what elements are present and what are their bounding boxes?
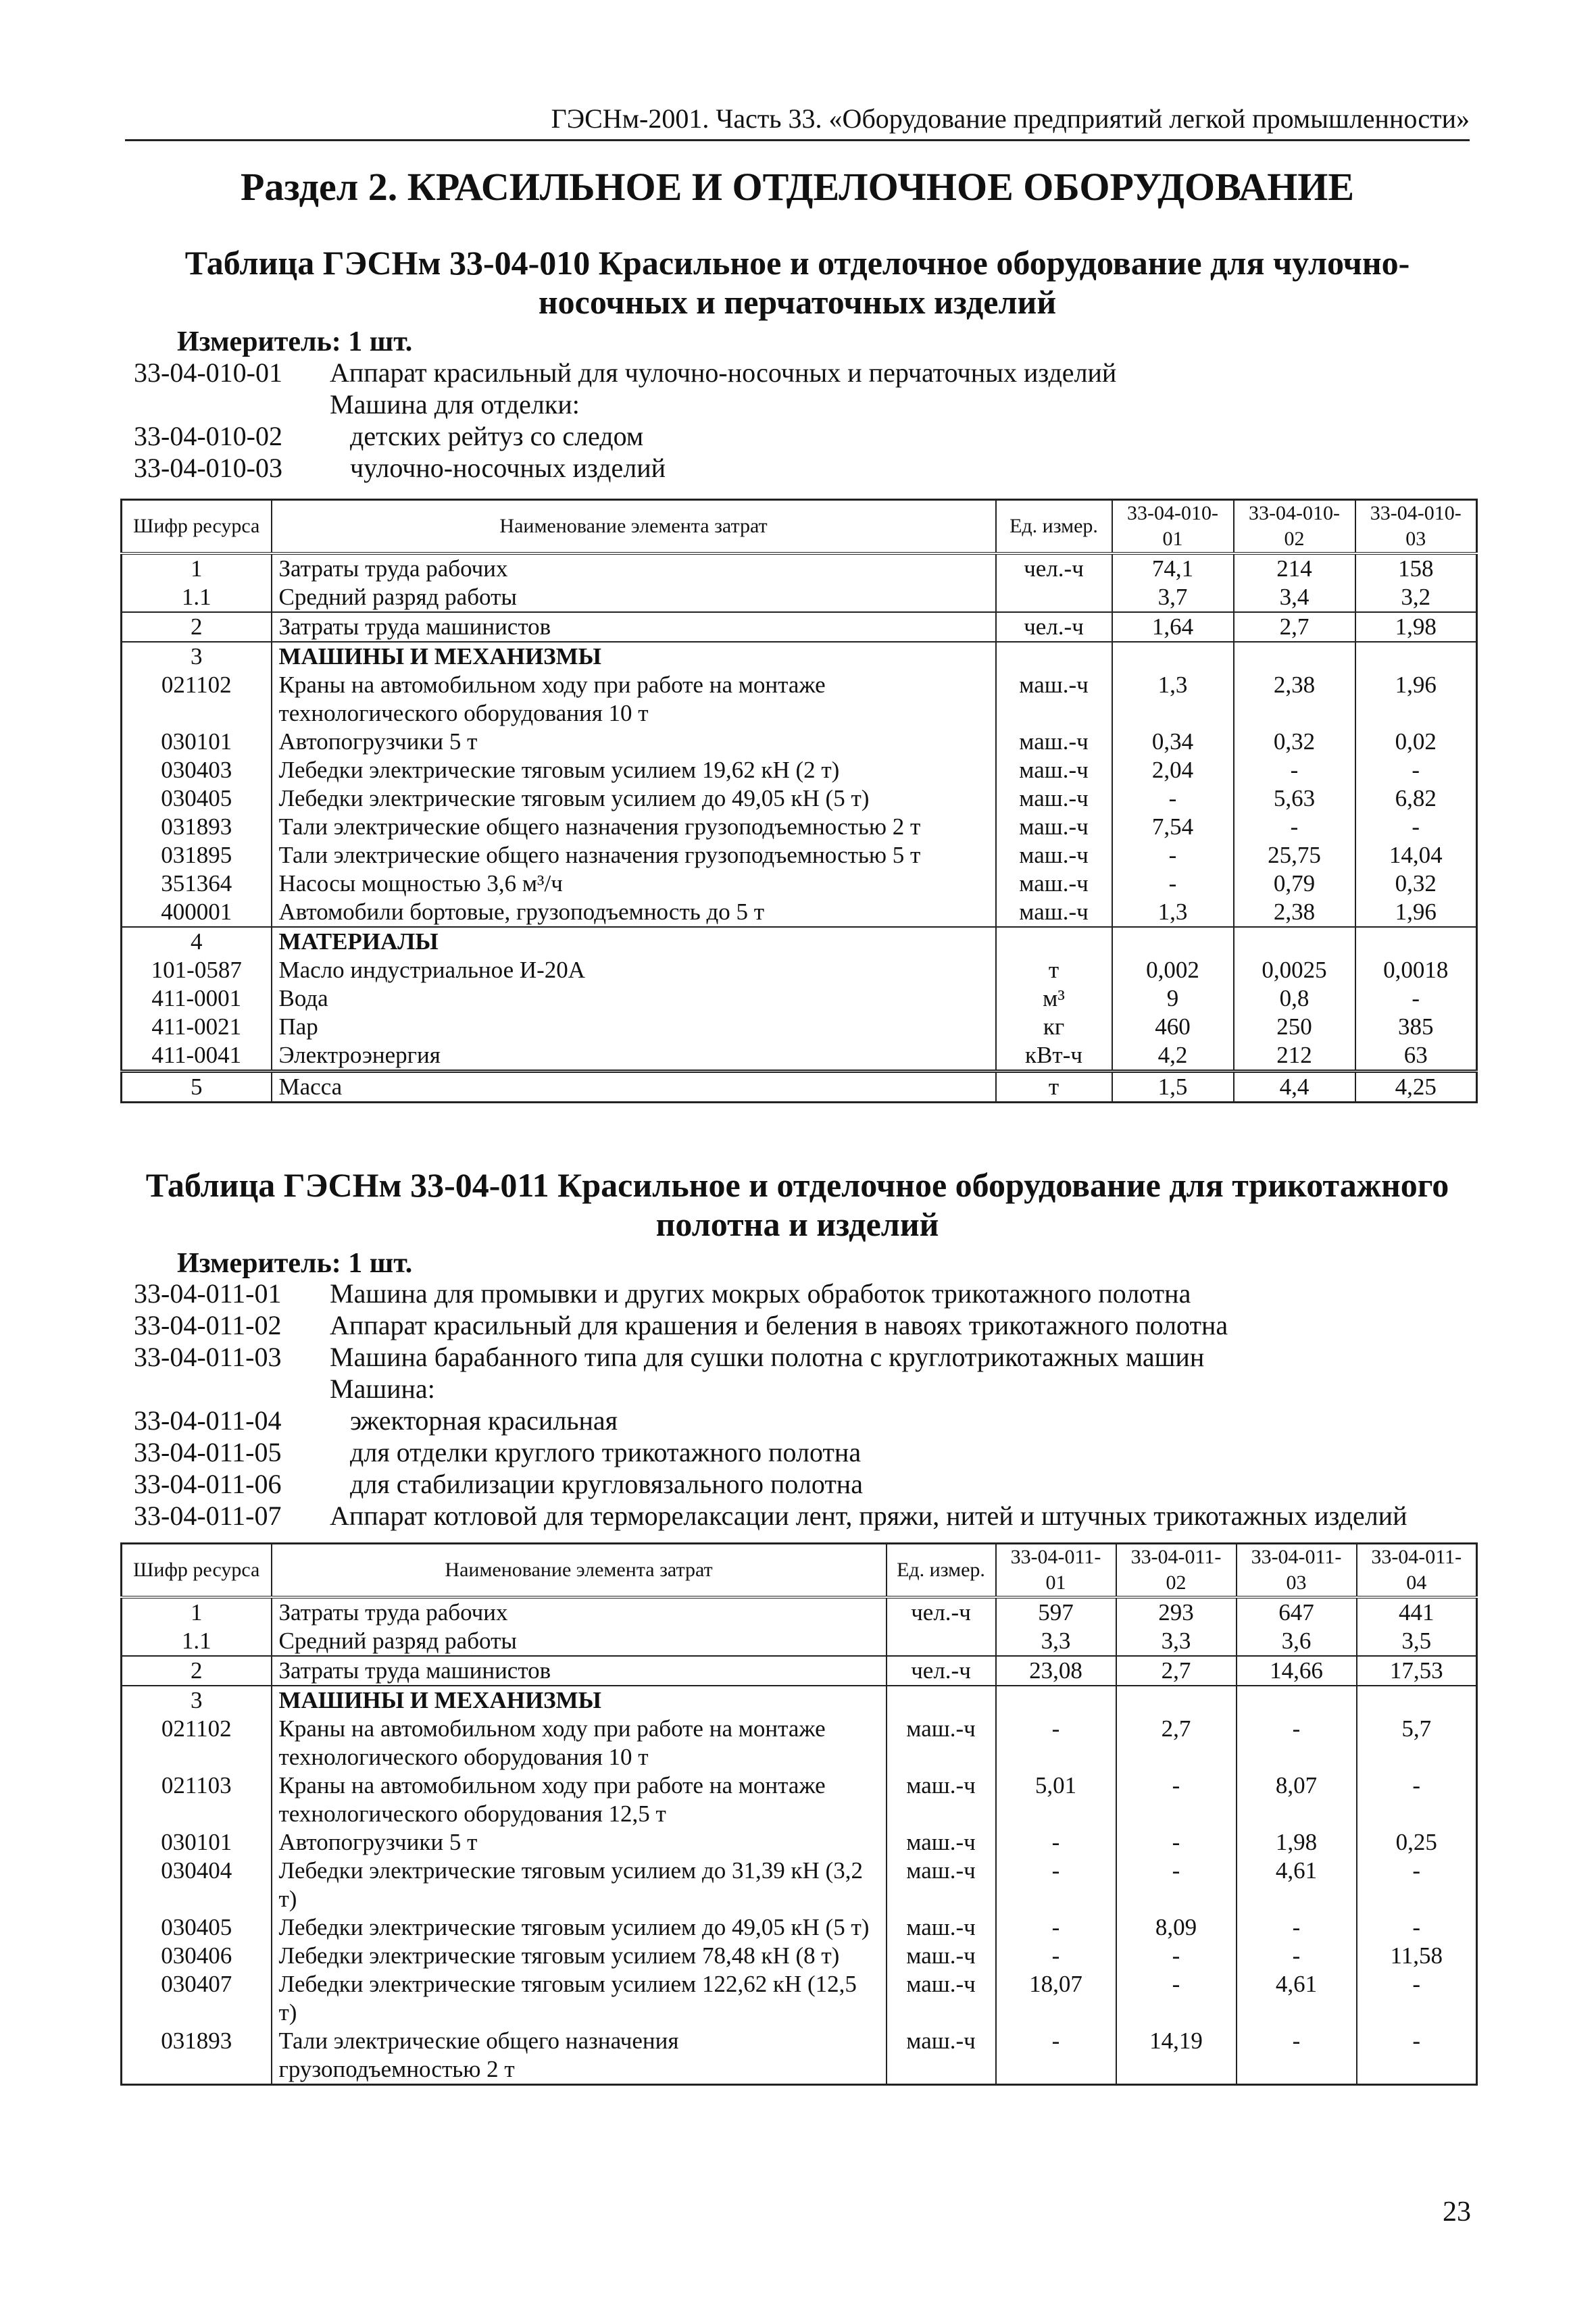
row-unit: маш.-ч — [996, 671, 1112, 728]
row-code: 030406 — [122, 1942, 272, 1970]
row-value: 4,61 — [1237, 1970, 1357, 2027]
row-value: - — [1355, 756, 1477, 784]
row-value: 4,2 — [1112, 1041, 1234, 1072]
row-value: 441 — [1357, 1597, 1477, 1627]
row-value: - — [1112, 841, 1234, 870]
row-value — [1112, 642, 1234, 671]
table2-title — [125, 1165, 1470, 1244]
row-unit — [996, 642, 1112, 671]
item-description: Аппарат котловой для терморелаксации лент, пряжи, нитей и штучных трикотажных изделий — [330, 1501, 1407, 1531]
row-value: 3,2 — [1355, 583, 1477, 612]
row-unit: маш.-ч — [996, 870, 1112, 898]
row-value — [1237, 1686, 1357, 1715]
row-name: Краны на автомобильном ходу при работе на монтаже технологического оборудования 10 т — [272, 1715, 887, 1771]
item-description: детских рейтуз со следом — [350, 421, 644, 451]
row-code: 411-0001 — [122, 984, 272, 1013]
row-code: 031893 — [122, 813, 272, 841]
row-value: 11,58 — [1357, 1942, 1477, 1970]
row-value — [996, 1686, 1116, 1715]
row-value: 3,4 — [1234, 583, 1355, 612]
row-value: 17,53 — [1357, 1656, 1477, 1686]
row-name: Автопогрузчики 5 т — [272, 728, 996, 756]
header-col3: 33-04-011-03 — [1237, 1544, 1357, 1598]
row-value: 293 — [1116, 1597, 1237, 1627]
table-row — [122, 1072, 1477, 1103]
row-name: Краны на автомобильном ходу при работе на монтаже технологического оборудования 10 т — [272, 671, 996, 728]
item-code: 33-04-010-03 — [134, 453, 282, 483]
row-name: Затраты труда рабочих — [272, 553, 996, 583]
table-row — [122, 1597, 1477, 1627]
row-value — [1234, 927, 1355, 956]
row-unit — [887, 1627, 996, 1656]
row-value: 0,002 — [1112, 956, 1234, 984]
table-row — [122, 1970, 1477, 2027]
row-value: 23,08 — [996, 1656, 1116, 1686]
table-row — [122, 1656, 1477, 1686]
item-code: 33-04-011-01 — [134, 1278, 282, 1309]
row-value: - — [1357, 1771, 1477, 1828]
row-name: Затраты труда машинистов — [272, 1656, 887, 1686]
row-value: 1,96 — [1355, 898, 1477, 927]
item-description: Машина: — [330, 1374, 435, 1404]
row-value: - — [1237, 2027, 1357, 2085]
row-value: 1,64 — [1112, 612, 1234, 642]
row-value: 0,8 — [1234, 984, 1355, 1013]
table-row — [122, 612, 1477, 642]
row-value: 5,7 — [1357, 1715, 1477, 1771]
row-name: Лебедки электрические тяговым усилием 78,48 кН (8 т) — [272, 1942, 887, 1970]
row-name: МАТЕРИАЛЫ — [272, 927, 996, 956]
table-row — [122, 642, 1477, 671]
row-code: 031895 — [122, 841, 272, 870]
row-unit: маш.-ч — [887, 1857, 996, 1913]
row-value: 250 — [1234, 1013, 1355, 1041]
row-value: 9 — [1112, 984, 1234, 1013]
item-description: Машина барабанного типа для сушки полотна с круглотрикотажных машин — [330, 1342, 1205, 1372]
table1-title-line1: Таблица ГЭСНм 33-04-010 Красильное и отделочное оборудование для чулочно- — [184, 244, 1410, 282]
row-value: 2,7 — [1116, 1715, 1237, 1771]
row-unit: маш.-ч — [887, 1942, 996, 1970]
row-value: 158 — [1355, 553, 1477, 583]
table2-header-row — [122, 1544, 1477, 1598]
table2-title-line1: Таблица ГЭСНм 33-04-011 Красильное и отделочное оборудование для трикотажного — [145, 1166, 1449, 1204]
table-row — [122, 1686, 1477, 1715]
table1-resources — [120, 499, 1478, 1103]
row-name: Средний разряд работы — [272, 583, 996, 612]
row-value: 6,82 — [1355, 784, 1477, 813]
row-code: 1 — [122, 1597, 272, 1627]
item-code: 33-04-011-05 — [134, 1437, 282, 1467]
item-code: 33-04-011-03 — [134, 1342, 282, 1372]
row-code: 400001 — [122, 898, 272, 927]
row-value: 0,79 — [1234, 870, 1355, 898]
row-code: 4 — [122, 927, 272, 956]
row-name: Лебедки электрические тяговым усилием 122,62 кН (12,5 т) — [272, 1970, 887, 2027]
header-col2: 33-04-010-02 — [1234, 500, 1355, 554]
row-value: - — [1234, 813, 1355, 841]
row-code: 030101 — [122, 1828, 272, 1857]
row-value: - — [1112, 784, 1234, 813]
page-number: 23 — [1443, 2196, 1471, 2228]
row-unit — [996, 927, 1112, 956]
row-value: 14,19 — [1116, 2027, 1237, 2085]
row-value: - — [1237, 1942, 1357, 1970]
item-code: 33-04-010-01 — [134, 357, 282, 388]
table1-title — [125, 243, 1470, 322]
row-name: Лебедки электрические тяговым усилием до 31,39 кН (3,2 т) — [272, 1857, 887, 1913]
row-value: 597 — [996, 1597, 1116, 1627]
row-value: - — [1357, 2027, 1477, 2085]
row-value: - — [996, 1715, 1116, 1771]
item-code: 33-04-011-06 — [134, 1469, 282, 1499]
item-description: для стабилизации кругловязального полотна — [350, 1469, 863, 1499]
header-name: Наименование элемента затрат — [272, 500, 996, 554]
table-row — [122, 956, 1477, 984]
row-code: 1.1 — [122, 1627, 272, 1656]
row-value: 1,3 — [1112, 671, 1234, 728]
row-code: 031893 — [122, 2027, 272, 2085]
row-code: 5 — [122, 1072, 272, 1103]
row-value: - — [1355, 984, 1477, 1013]
row-value: - — [1116, 1857, 1237, 1913]
row-value: - — [1237, 1715, 1357, 1771]
row-value: 0,0018 — [1355, 956, 1477, 984]
row-unit: маш.-ч — [887, 1913, 996, 1942]
row-value: 3,3 — [1116, 1627, 1237, 1656]
header-col1: 33-04-011-01 — [996, 1544, 1116, 1598]
row-value: 8,09 — [1116, 1913, 1237, 1942]
table2-resources — [120, 1542, 1478, 2086]
header-col4: 33-04-011-04 — [1357, 1544, 1477, 1598]
row-value: 0,32 — [1234, 728, 1355, 756]
row-name: Средний разряд работы — [272, 1627, 887, 1656]
header-name: Наименование элемента затрат — [272, 1544, 887, 1598]
row-value: 2,7 — [1116, 1656, 1237, 1686]
table-row — [122, 927, 1477, 956]
table-row — [122, 870, 1477, 898]
row-code: 3 — [122, 1686, 272, 1715]
row-value — [1234, 642, 1355, 671]
table-row — [122, 671, 1477, 728]
row-code: 030403 — [122, 756, 272, 784]
row-value: - — [996, 1828, 1116, 1857]
row-code: 021103 — [122, 1771, 272, 1828]
table-row — [122, 813, 1477, 841]
row-name: Насосы мощностью 3,6 м³/ч — [272, 870, 996, 898]
item-code: 33-04-011-04 — [134, 1405, 282, 1436]
table-row — [122, 984, 1477, 1013]
row-value — [1355, 642, 1477, 671]
table-row — [122, 1771, 1477, 1828]
table-row — [122, 1913, 1477, 1942]
table1-title-line2: носочных и перчаточных изделий — [538, 283, 1057, 321]
row-name: Вода — [272, 984, 996, 1013]
row-unit: маш.-ч — [996, 813, 1112, 841]
row-value: - — [1357, 1970, 1477, 2027]
header-col2: 33-04-011-02 — [1116, 1544, 1237, 1598]
row-unit: маш.-ч — [996, 728, 1112, 756]
row-value: 7,54 — [1112, 813, 1234, 841]
row-value: - — [1116, 1942, 1237, 1970]
row-value: 647 — [1237, 1597, 1357, 1627]
row-name: Затраты труда машинистов — [272, 612, 996, 642]
row-value: - — [1234, 756, 1355, 784]
row-unit — [996, 583, 1112, 612]
row-value: 63 — [1355, 1041, 1477, 1072]
row-unit: кВт-ч — [996, 1041, 1112, 1072]
running-header: ГЭСНм-2001. Часть 33. «Оборудование предприятий легкой промышленности» — [125, 103, 1470, 141]
row-unit: маш.-ч — [887, 1970, 996, 2027]
row-value: 3,7 — [1112, 583, 1234, 612]
row-code: 351364 — [122, 870, 272, 898]
row-value: 2,7 — [1234, 612, 1355, 642]
table-row — [122, 1041, 1477, 1072]
row-value: 2,38 — [1234, 671, 1355, 728]
row-value: 212 — [1234, 1041, 1355, 1072]
row-unit: маш.-ч — [887, 1715, 996, 1771]
row-name: МАШИНЫ И МЕХАНИЗМЫ — [272, 642, 996, 671]
row-value: 1,96 — [1355, 671, 1477, 728]
table-row — [122, 841, 1477, 870]
row-unit — [887, 1686, 996, 1715]
row-value: 25,75 — [1234, 841, 1355, 870]
row-value: 1,5 — [1112, 1072, 1234, 1103]
row-value: - — [1357, 1857, 1477, 1913]
row-value: 0,25 — [1357, 1828, 1477, 1857]
row-code: 411-0021 — [122, 1013, 272, 1041]
item-description: чулочно-носочных изделий — [350, 453, 666, 483]
row-name: Лебедки электрические тяговым усилием до 49,05 кН (5 т) — [272, 1913, 887, 1942]
row-unit: маш.-ч — [887, 1771, 996, 1828]
row-value: 4,4 — [1234, 1072, 1355, 1103]
row-value: 385 — [1355, 1013, 1477, 1041]
row-code: 030405 — [122, 784, 272, 813]
row-unit: чел.-ч — [996, 612, 1112, 642]
row-value: 8,07 — [1237, 1771, 1357, 1828]
row-value: 5,63 — [1234, 784, 1355, 813]
row-value: - — [1116, 1970, 1237, 2027]
row-code: 021102 — [122, 1715, 272, 1771]
row-code: 2 — [122, 1656, 272, 1686]
row-code: 030407 — [122, 1970, 272, 2027]
item-code: 33-04-011-07 — [134, 1501, 282, 1531]
table1-header-row — [122, 500, 1477, 554]
header-code: Шифр ресурса — [122, 1544, 272, 1598]
row-name: Тали электрические общего назначения грузоподъемностью 2 т — [272, 2027, 887, 2085]
item-code: 33-04-010-02 — [134, 421, 282, 451]
row-code: 030101 — [122, 728, 272, 756]
table-row — [122, 1857, 1477, 1913]
row-code: 3 — [122, 642, 272, 671]
table-row — [122, 898, 1477, 927]
row-value: 5,01 — [996, 1771, 1116, 1828]
row-value: 14,04 — [1355, 841, 1477, 870]
row-name: Краны на автомобильном ходу при работе на монтаже технологического оборудования 12,5 т — [272, 1771, 887, 1828]
row-value: - — [996, 2027, 1116, 2085]
table-row — [122, 2027, 1477, 2085]
item-description: Машина для промывки и других мокрых обработок трикотажного полотна — [330, 1278, 1191, 1309]
row-unit: маш.-ч — [996, 784, 1112, 813]
row-value: 1,98 — [1237, 1828, 1357, 1857]
row-code: 2 — [122, 612, 272, 642]
item-description: Аппарат красильный для крашения и беления в навоях трикотажного полотна — [330, 1310, 1228, 1340]
row-unit: кг — [996, 1013, 1112, 1041]
row-value: 0,0025 — [1234, 956, 1355, 984]
row-name: Тали электрические общего назначения грузоподъемностью 5 т — [272, 841, 996, 870]
header-col1: 33-04-010-01 — [1112, 500, 1234, 554]
row-value — [1112, 927, 1234, 956]
row-value: 4,25 — [1355, 1072, 1477, 1103]
row-value: - — [1357, 1913, 1477, 1942]
row-code: 101-0587 — [122, 956, 272, 984]
row-value: 3,3 — [996, 1627, 1116, 1656]
row-value: - — [996, 1913, 1116, 1942]
row-value: - — [1116, 1828, 1237, 1857]
table-row — [122, 1013, 1477, 1041]
row-unit: чел.-ч — [996, 553, 1112, 583]
row-unit: м³ — [996, 984, 1112, 1013]
item-description: Машина для отделки: — [330, 389, 580, 420]
row-value: 0,34 — [1112, 728, 1234, 756]
row-value — [1357, 1686, 1477, 1715]
row-value — [1116, 1686, 1237, 1715]
row-value: - — [1112, 870, 1234, 898]
row-value: 214 — [1234, 553, 1355, 583]
row-value: 1,98 — [1355, 612, 1477, 642]
row-unit: т — [996, 1072, 1112, 1103]
item-description: для отделки круглого трикотажного полотна — [350, 1437, 862, 1467]
row-code: 1.1 — [122, 583, 272, 612]
row-value: 3,6 — [1237, 1627, 1357, 1656]
row-code: 030404 — [122, 1857, 272, 1913]
row-value — [1355, 927, 1477, 956]
row-unit: маш.-ч — [887, 2027, 996, 2085]
section-title: Раздел 2. КРАСИЛЬНОЕ И ОТДЕЛОЧНОЕ ОБОРУДОВАНИЕ — [240, 165, 1354, 209]
row-value: 2,04 — [1112, 756, 1234, 784]
row-name: Тали электрические общего назначения грузоподъемностью 2 т — [272, 813, 996, 841]
row-value: 1,3 — [1112, 898, 1234, 927]
row-name: Автопогрузчики 5 т — [272, 1828, 887, 1857]
row-value: - — [996, 1942, 1116, 1970]
row-value: 4,61 — [1237, 1857, 1357, 1913]
header-code: Шифр ресурса — [122, 500, 272, 554]
item-description: Аппарат красильный для чулочно-носочных и перчаточных изделий — [330, 357, 1117, 388]
row-name: Затраты труда рабочих — [272, 1597, 887, 1627]
row-name: Масса — [272, 1072, 996, 1103]
row-unit: чел.-ч — [887, 1656, 996, 1686]
row-unit: чел.-ч — [887, 1597, 996, 1627]
table-row — [122, 1627, 1477, 1656]
row-value: - — [996, 1857, 1116, 1913]
table2-measure: Измеритель: 1 шт. — [177, 1248, 413, 1279]
row-value: - — [1355, 813, 1477, 841]
row-code: 021102 — [122, 671, 272, 728]
row-value: 3,5 — [1357, 1627, 1477, 1656]
row-value: 0,32 — [1355, 870, 1477, 898]
row-code: 411-0041 — [122, 1041, 272, 1072]
row-name: Пар — [272, 1013, 996, 1041]
row-value: - — [1237, 1913, 1357, 1942]
row-value: 460 — [1112, 1013, 1234, 1041]
table-row — [122, 728, 1477, 756]
row-code: 1 — [122, 553, 272, 583]
row-value: - — [1116, 1771, 1237, 1828]
row-name: Лебедки электрические тяговым усилием 19,62 кН (2 т) — [272, 756, 996, 784]
row-value: 74,1 — [1112, 553, 1234, 583]
table2-title-line2: полотна и изделий — [655, 1205, 939, 1243]
row-code: 030405 — [122, 1913, 272, 1942]
table1-measure: Измеритель: 1 шт. — [177, 326, 413, 357]
table-row — [122, 784, 1477, 813]
row-value: 2,38 — [1234, 898, 1355, 927]
item-code: 33-04-011-02 — [134, 1310, 282, 1340]
row-name: МАШИНЫ И МЕХАНИЗМЫ — [272, 1686, 887, 1715]
row-name: Лебедки электрические тяговым усилием до 49,05 кН (5 т) — [272, 784, 996, 813]
row-unit: маш.-ч — [996, 841, 1112, 870]
row-value: 14,66 — [1237, 1656, 1357, 1686]
item-description: эжекторная красильная — [350, 1405, 618, 1436]
row-value: 0,02 — [1355, 728, 1477, 756]
row-name: Масло индустриальное И-20А — [272, 956, 996, 984]
table-row — [122, 1715, 1477, 1771]
row-unit: маш.-ч — [996, 756, 1112, 784]
table-row — [122, 1942, 1477, 1970]
row-name: Автомобили бортовые, грузоподъемность до 5 т — [272, 898, 996, 927]
row-unit: маш.-ч — [996, 898, 1112, 927]
table-row — [122, 1828, 1477, 1857]
row-unit: маш.-ч — [887, 1828, 996, 1857]
table-row — [122, 756, 1477, 784]
row-unit: т — [996, 956, 1112, 984]
table-row — [122, 583, 1477, 612]
header-unit: Ед. измер. — [887, 1544, 996, 1598]
row-value: 18,07 — [996, 1970, 1116, 2027]
row-name: Электроэнергия — [272, 1041, 996, 1072]
header-unit: Ед. измер. — [996, 500, 1112, 554]
header-col3: 33-04-010-03 — [1355, 500, 1477, 554]
table-row — [122, 553, 1477, 583]
